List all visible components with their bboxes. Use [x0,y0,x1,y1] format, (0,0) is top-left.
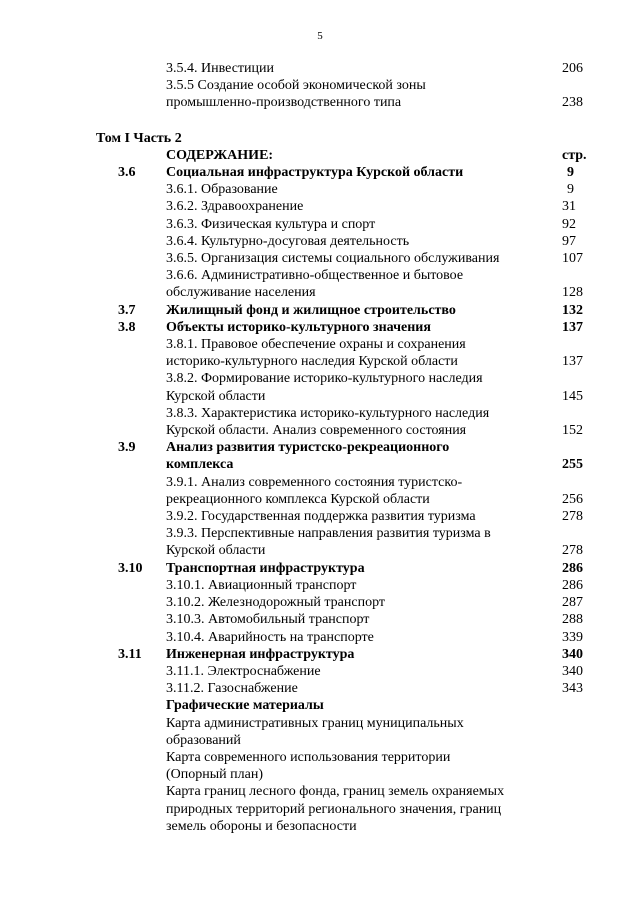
toc-entry-line: 3.11.1. Электроснабжение [166,663,321,679]
toc-entry-page: 278 [562,543,583,559]
toc-entry-title [166,663,562,680]
toc-entry-number [96,77,166,111]
toc-entry [0,783,640,835]
toc-entry-number: 3.6 [118,165,136,181]
toc-entry [0,594,640,611]
toc-entry [0,181,640,198]
toc-entry-title [166,319,562,336]
toc-entry-line: Карта современного использования территории [166,749,451,765]
toc-entry-page: 255 [562,457,583,473]
toc-entry-title [166,560,562,577]
toc-entry-line: 3.10.1. Авиационный транспорт [166,577,357,593]
toc-entry-page: 287 [562,595,583,611]
contents-entries [0,164,640,835]
toc-entry [0,577,640,594]
toc-entry-number [96,233,166,250]
toc-entry-line: земель обороны и безопасности [166,818,357,834]
toc-entry-number [96,267,166,301]
toc-entry-page: 339 [562,629,583,645]
toc-entry-title [166,405,562,439]
toc-entry-line: 3.6.6. Административно-общественное и бытовое [166,268,464,284]
toc-entry-title [166,611,562,628]
toc-entry-page: 340 [562,646,583,662]
toc-entry-page: 97 [562,233,576,249]
toc-entry-title [166,267,562,301]
toc-entry-page: 152 [562,423,583,439]
contents-heading: СОДЕРЖАНИЕ: [166,147,274,163]
toc-entry-page: 145 [562,388,583,404]
toc-entry-line: 3.8.2. Формирование историко-культурного наследия [166,371,483,387]
toc-entry-title [166,474,562,508]
toc-entry-number: 3.10 [118,560,143,576]
toc-entry [0,697,640,714]
contents-heading-row [0,147,640,164]
toc-entry-title [166,594,562,611]
toc-entry-line: Карта административных границ муниципальных [166,715,464,731]
toc-entry-line: 3.6.1. Образование [166,182,278,198]
toc-entry-line: 3.6.3. Физическая культура и спорт [166,216,376,232]
toc-entry-line: историко-культурного наследия Курской области [166,354,458,370]
toc-entry-number: 3.7 [118,302,136,318]
toc-entry [0,474,640,508]
toc-entry-page: 206 [562,61,583,76]
toc-entry-number [96,663,166,680]
toc-entry-number [96,181,166,198]
toc-entry-line: Социальная инфраструктура Курской области [166,165,464,181]
toc-entry [0,646,640,663]
toc-entry-page: 288 [562,612,583,628]
toc-entry-title [166,697,562,714]
toc-entry [0,525,640,559]
toc-entry-page: 238 [562,95,583,111]
toc-entry [0,370,640,404]
toc-entry-line: природных территорий регионального значения, границ [166,801,502,817]
toc-entry [0,302,640,319]
toc-entry-line: 3.9.2. Государственная поддержка развития туризма [166,509,476,525]
toc-entry-number: 3.11 [118,646,142,662]
toc-entry-line: Графические материалы [166,698,324,714]
toc-entry-line: 3.6.5. Организация системы социального обслуживания [166,251,500,267]
toc-entry-title [166,164,562,181]
toc-entry [0,629,640,646]
toc-entry [0,233,640,250]
toc-entry-page: 107 [562,251,583,267]
toc-entry [0,164,640,181]
toc-entry-title [166,60,562,77]
toc-entry-line: 3.8.3. Характеристика историко-культурного наследия [166,405,490,421]
toc-entry [0,216,640,233]
toc-entry-title [166,508,562,525]
toc-entry-line: 3.6.4. Культурно-досуговая деятельность [166,233,410,249]
toc-entry-number [96,577,166,594]
toc-entry-title [166,525,562,559]
toc-entry-title [166,439,562,473]
toc-entry [0,319,640,336]
toc-entry-number: 3.8 [118,319,136,335]
toc-entry-title [166,783,562,835]
toc-entry-title [166,198,562,215]
toc-entry-line: Объекты историко-культурного значения [166,319,431,335]
toc-entry-page: 286 [562,560,583,576]
toc-entry-line: комплекса [166,457,234,473]
toc-entry-line: 3.10.3. Автомобильный транспорт [166,612,370,628]
toc-entry-page: 343 [562,681,583,697]
toc-entry-number [96,611,166,628]
toc-entry-page: 9 [567,165,574,181]
toc-entry-title [166,250,562,267]
toc-entry-page: 31 [562,199,576,215]
toc-entry [0,267,640,301]
toc-entry-title [166,302,562,319]
toc-entry-page: 132 [562,302,583,318]
toc-entry-number: 3.9 [118,440,136,456]
toc-entry-line: рекреационного комплекса Курской области [166,491,430,507]
toc-entry-page: 286 [562,577,583,593]
toc-entry [0,439,640,473]
toc-entry-number [96,60,166,77]
toc-entry-line: Курской области [166,543,266,559]
toc-entry-number [96,680,166,697]
toc-entry-line: 3.8.1. Правовое обеспечение охраны и сохранения [166,337,466,353]
toc-entry-number [96,370,166,404]
table-of-contents [0,60,640,835]
toc-entry-number [96,715,166,749]
toc-entry-number [96,783,166,835]
toc-entry-number [96,749,166,783]
toc-entry-number [96,629,166,646]
toc-entry-line: (Опорный план) [166,767,264,783]
toc-entry-line: 3.9.3. Перспективные направления развития туризма в [166,526,491,542]
toc-entry-number [96,594,166,611]
toc-entry-title [166,216,562,233]
toc-entry-line: 3.10.2. Железнодорожный транспорт [166,595,386,611]
toc-entry-line: 3.11.2. Газоснабжение [166,681,298,697]
toc-entry-title [166,181,562,198]
toc-entry [0,198,640,215]
toc-entry-title [166,577,562,594]
toc-entry-title [166,77,562,111]
toc-entry-line: Курской области. Анализ современного состояния [166,423,467,439]
toc-entry-line: образований [166,732,241,748]
toc-entry-page: 278 [562,509,583,525]
toc-entry-title [166,646,562,663]
toc-entry-page: 9 [567,182,574,198]
toc-entry-number [96,474,166,508]
toc-entry [0,250,640,267]
volume-title: Том I Часть 2 [96,130,182,146]
toc-entry-number [96,508,166,525]
toc-entry-line: Карта границ лесного фонда, границ земель охраняемых [166,784,505,800]
toc-entry-number [96,525,166,559]
toc-entry-line: Транспортная инфраструктура [166,560,365,576]
toc-entry-number [96,216,166,233]
toc-entry-title [166,749,562,783]
toc-entry-page: 137 [562,354,583,370]
toc-entry [0,749,640,783]
toc-entry-title [166,680,562,697]
toc-entry [0,715,640,749]
toc-entry [0,77,640,111]
toc-entry-number [96,697,166,714]
toc-entry-title [166,629,562,646]
toc-entry-line: Жилищный фонд и жилищное строительство [166,302,456,318]
toc-entry-line: 3.5.4. Инвестиции [166,61,274,76]
toc-entry-title [166,336,562,370]
toc-entry [0,508,640,525]
toc-entry-page: 340 [562,663,583,679]
toc-entry [0,611,640,628]
toc-entry-number [96,198,166,215]
toc-entry-line: 3.9.1. Анализ современного состояния туристско- [166,474,463,490]
toc-entry-number [96,250,166,267]
toc-entry-title [166,715,562,749]
toc-entry-page: 128 [562,285,583,301]
toc-entry-title [166,370,562,404]
toc-entry-title [166,233,562,250]
toc-entry-line: 3.6.2. Здравоохранение [166,199,304,215]
toc-entry-line: Анализ развития туристско-рекреационного [166,440,450,456]
contents-page-label: стр. [562,147,587,163]
toc-entry-line: обслуживание населения [166,285,316,301]
toc-entry-line: 3.5.5 Создание особой экономической зоны [166,78,426,94]
toc-entry-page: 92 [562,216,576,232]
toc-entry [0,560,640,577]
toc-entry [0,60,640,77]
toc-entry-number [96,336,166,370]
toc-entry-line: 3.10.4. Аварийность на транспорте [166,629,374,645]
toc-entry-page: 137 [562,319,583,335]
top-entries [0,60,640,112]
toc-entry [0,336,640,370]
toc-entry [0,680,640,697]
toc-entry-page: 256 [562,491,583,507]
toc-entry [0,663,640,680]
toc-entry-line: Инженерная инфраструктура [166,646,355,662]
toc-entry-line: Курской области [166,388,266,404]
toc-entry [0,405,640,439]
toc-entry-number [96,405,166,439]
toc-entry-line: промышленно-производственного типа [166,95,402,111]
page-number: 5 [317,30,323,42]
